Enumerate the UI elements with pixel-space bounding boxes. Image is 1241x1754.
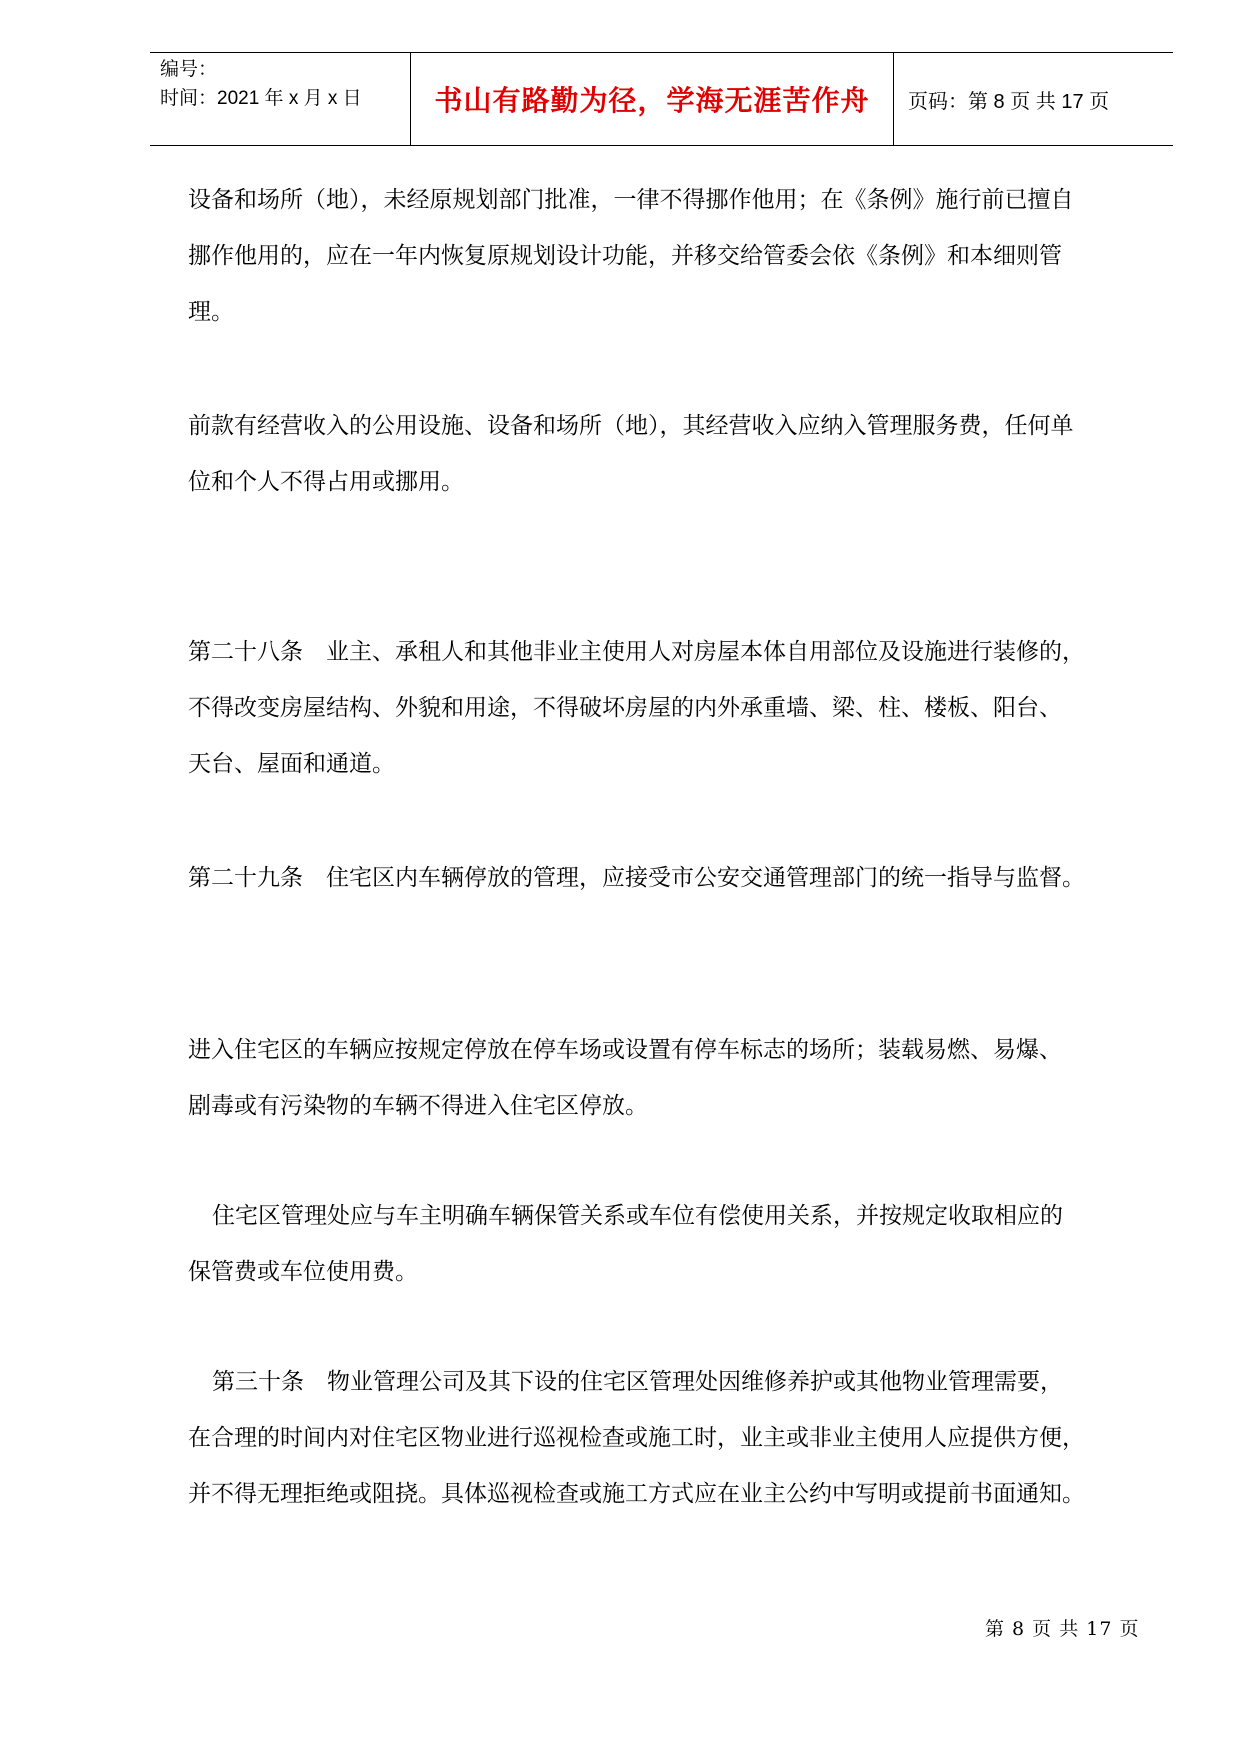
paragraph-1 (188, 172, 1168, 340)
document-number-label: 编号： (160, 59, 218, 80)
paragraph-line: 第三十条 物业管理公司及其下设的住宅区管理处因维修养护或其他物业管理需要， (212, 1369, 1063, 1395)
paragraph-line: 剧毒或有污染物的车辆不得进入住宅区停放。 (188, 1093, 648, 1119)
header-page-info (894, 53, 1173, 145)
paragraph-line: 挪作他用的，应在一年内恢复原规划设计功能，并移交给管委会依《条例》和本细则管 (188, 243, 1062, 269)
paragraph-line: 第二十八条 业主、承租人和其他非业主使用人对房屋本体自用部位及设施进行装修的， (188, 639, 1085, 665)
document-time-label: 时间：2021 年 x 月 x 日 (160, 88, 362, 109)
paragraph-line: 第二十九条 住宅区内车辆停放的管理，应接受市公安交通管理部门的统一指导与监督。 (188, 865, 1085, 891)
paragraph-line: 在合理的时间内对住宅区物业进行巡视检查或施工时，业主或非业主使用人应提供方便， (188, 1425, 1085, 1451)
paragraph-line: 住宅区管理处应与车主明确车辆保管关系或车位有偿使用关系，并按规定收取相应的 (212, 1203, 1063, 1229)
page-header (150, 52, 1173, 146)
header-page-label: 页码：第 8 页 共 17 页 (908, 90, 1110, 113)
paragraph-line: 位和个人不得占用或挪用。 (188, 469, 464, 495)
article-29 (188, 850, 1168, 906)
paragraph-line: 天台、屋面和通道。 (188, 751, 395, 777)
page-footer: 第 8 页 共 17 页 (985, 1618, 1140, 1640)
paragraph-line: 设备和场所（地），未经原规划部门批准，一律不得挪作他用；在《条例》施行前已擅自 (188, 187, 1074, 213)
paragraph-line: 并不得无理拒绝或阻挠。具体巡视检查或施工方式应在业主公约中写明或提前书面通知。 (188, 1481, 1085, 1507)
paragraph-line: 前款有经营收入的公用设施、设备和场所（地），其经营收入应纳入管理服务费，任何单 (188, 413, 1074, 439)
header-motto: 书山有路勤为径，学海无涯苦作舟 (411, 53, 894, 145)
article-30 (188, 1354, 1168, 1522)
header-meta (150, 53, 411, 145)
paragraph-5 (188, 1022, 1168, 1134)
article-28 (188, 624, 1168, 792)
paragraph-2 (188, 398, 1168, 510)
paragraph-line: 理。 (188, 299, 234, 325)
paragraph-line: 不得改变房屋结构、外貌和用途，不得破坏房屋的内外承重墙、梁、柱、楼板、阳台、 (188, 695, 1062, 721)
paragraph-line: 保管费或车位使用费。 (188, 1259, 418, 1285)
paragraph-line: 进入住宅区的车辆应按规定停放在停车场或设置有停车标志的场所；装载易燃、易爆、 (188, 1037, 1062, 1063)
paragraph-6 (188, 1188, 1168, 1300)
